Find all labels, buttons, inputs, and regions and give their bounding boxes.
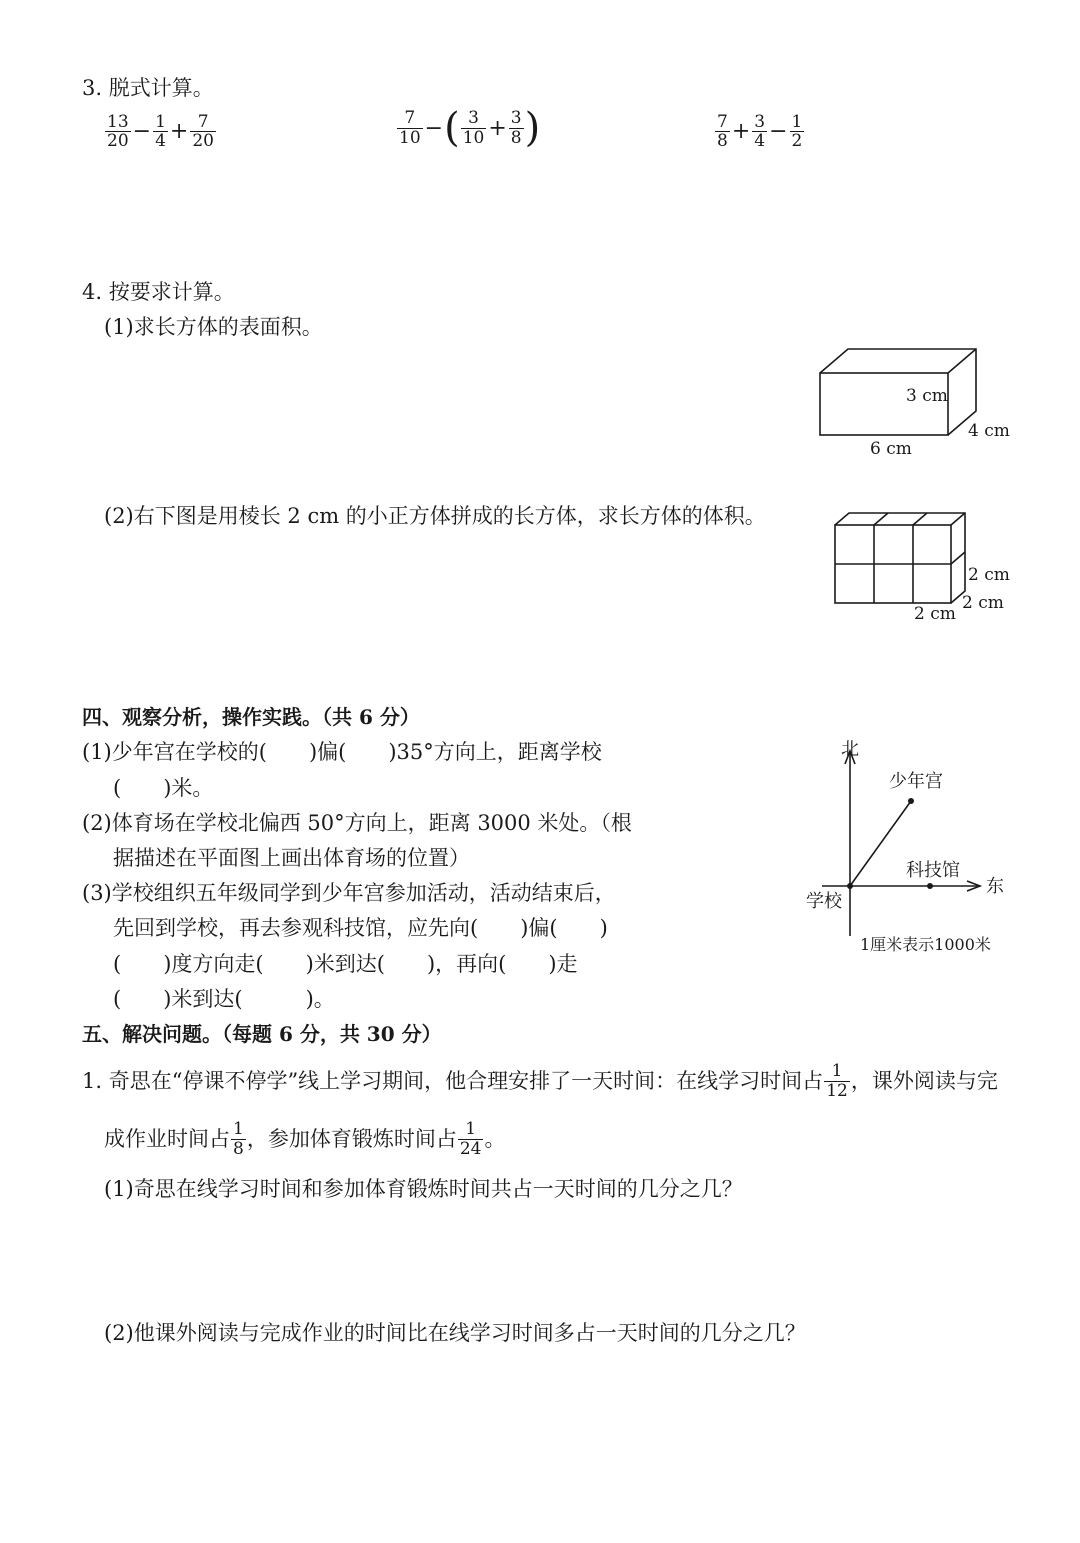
cuboid-figure xyxy=(810,340,1030,465)
cubes-depth-label: 2 cm xyxy=(962,593,1004,613)
problem-1-line-1: 1. 奇思在“停课不停学”线上学习期间，他合理安排了一天时间：在线学习时间占 $\frac{1}{12}$ ，课外阅读与完 xyxy=(82,1061,998,1101)
cuboid-length-label: 6 cm xyxy=(870,439,912,459)
q4-sub1: (1)求长方体的表面积。 xyxy=(104,315,323,339)
school-label: 学校 xyxy=(806,891,842,912)
fraction: $\frac{1}{4}$ xyxy=(155,112,166,152)
scale-label: 1厘米表示1000米 xyxy=(860,935,991,954)
fraction-online: $\frac{1}{12}$ xyxy=(826,1061,848,1101)
q4-sub2: (2)右下图是用棱长 2 cm 的小正方体拼成的长方体，求长方体的体积。 xyxy=(104,504,766,528)
cubes-height-label: 2 cm xyxy=(968,565,1010,585)
q4-title: 4. 按要求计算。 xyxy=(82,280,235,304)
fraction-homework: $\frac{1}{8}$ xyxy=(233,1119,244,1159)
section-5-title: 五、解决问题。（每题 6 分，共 30 分） xyxy=(82,1022,442,1046)
q3-expression-2: $\frac{7}{10}$ −( $\frac{3}{10}$ + $\frac{3}{8}$ ) xyxy=(399,105,541,151)
school-point xyxy=(847,883,853,889)
sec4-line-2: ( )米。 xyxy=(113,776,214,800)
east-label: 东 xyxy=(986,876,1004,897)
sec4-line-4: 据描述在平面图上画出体育场的位置） xyxy=(113,846,470,870)
palace-direction-line xyxy=(850,801,911,886)
problem-1-sub1: (1)奇思在线学习时间和参加体育锻炼时间共占一天时间的几分之几？ xyxy=(104,1177,743,1201)
q3-expression-3: $\frac{7}{8}$ + $\frac{3}{4}$ − $\frac{1}{2}$ xyxy=(717,112,803,152)
fraction: $\frac{1}{2}$ xyxy=(791,112,803,152)
fraction: $\frac{13}{20}$ xyxy=(107,112,129,152)
q3-expression-1: $\frac{13}{20}$ − $\frac{1}{4}$ + $\frac{7}{20}$ xyxy=(107,112,214,152)
cubes-length-label: 2 cm xyxy=(914,604,956,624)
sec4-line-5: (3)学校组织五年级同学到少年宫参加活动，活动结束后， xyxy=(82,881,616,905)
sec4-line-8: ( )米到达( )。 xyxy=(113,987,335,1011)
sec4-line-1: (1)少年宫在学校的( )偏( )35°方向上，距离学校 xyxy=(82,740,602,764)
fraction: $\frac{7}{8}$ xyxy=(717,112,728,152)
problem-1-line-2: 成作业时间占 $\frac{1}{8}$ ，参加体育锻炼时间占 $\frac{1}{24}$ 。 xyxy=(104,1119,506,1159)
sec4-line-7: ( )度方向走( )米到达( )，再向( )走 xyxy=(113,952,578,976)
sec4-line-6: 先回到学校，再去参观科技馆，应先向( )偏( ) xyxy=(113,916,608,940)
fraction: $\frac{3}{10}$ xyxy=(462,108,485,148)
museum-label: 科技馆 xyxy=(906,860,960,881)
problem-1-sub2: (2)他课外阅读与完成作业的时间比在线学习时间多占一天时间的几分之几？ xyxy=(104,1321,806,1345)
cubes-figure xyxy=(826,505,1026,630)
north-label: 北 xyxy=(841,739,859,760)
cuboid-height-label: 3 cm xyxy=(906,386,948,406)
q3-title: 3. 脱式计算。 xyxy=(82,76,214,100)
palace-point xyxy=(908,798,914,804)
fraction: $\frac{3}{4}$ xyxy=(754,112,766,152)
fraction: $\frac{7}{20}$ xyxy=(192,112,214,152)
cuboid-depth-label: 4 cm xyxy=(968,421,1010,441)
sec4-line-3: (2)体育场在学校北偏西 50°方向上，距离 3000 米处。（根 xyxy=(82,811,632,835)
fraction-sport: $\frac{1}{24}$ xyxy=(459,1119,482,1159)
fraction: $\frac{7}{10}$ xyxy=(399,108,421,148)
section-4-title: 四、观察分析，操作实践。（共 6 分） xyxy=(82,705,420,729)
direction-map xyxy=(800,735,1040,965)
fraction: $\frac{3}{8}$ xyxy=(510,108,522,148)
museum-point xyxy=(927,883,933,889)
palace-label: 少年宫 xyxy=(889,771,943,792)
